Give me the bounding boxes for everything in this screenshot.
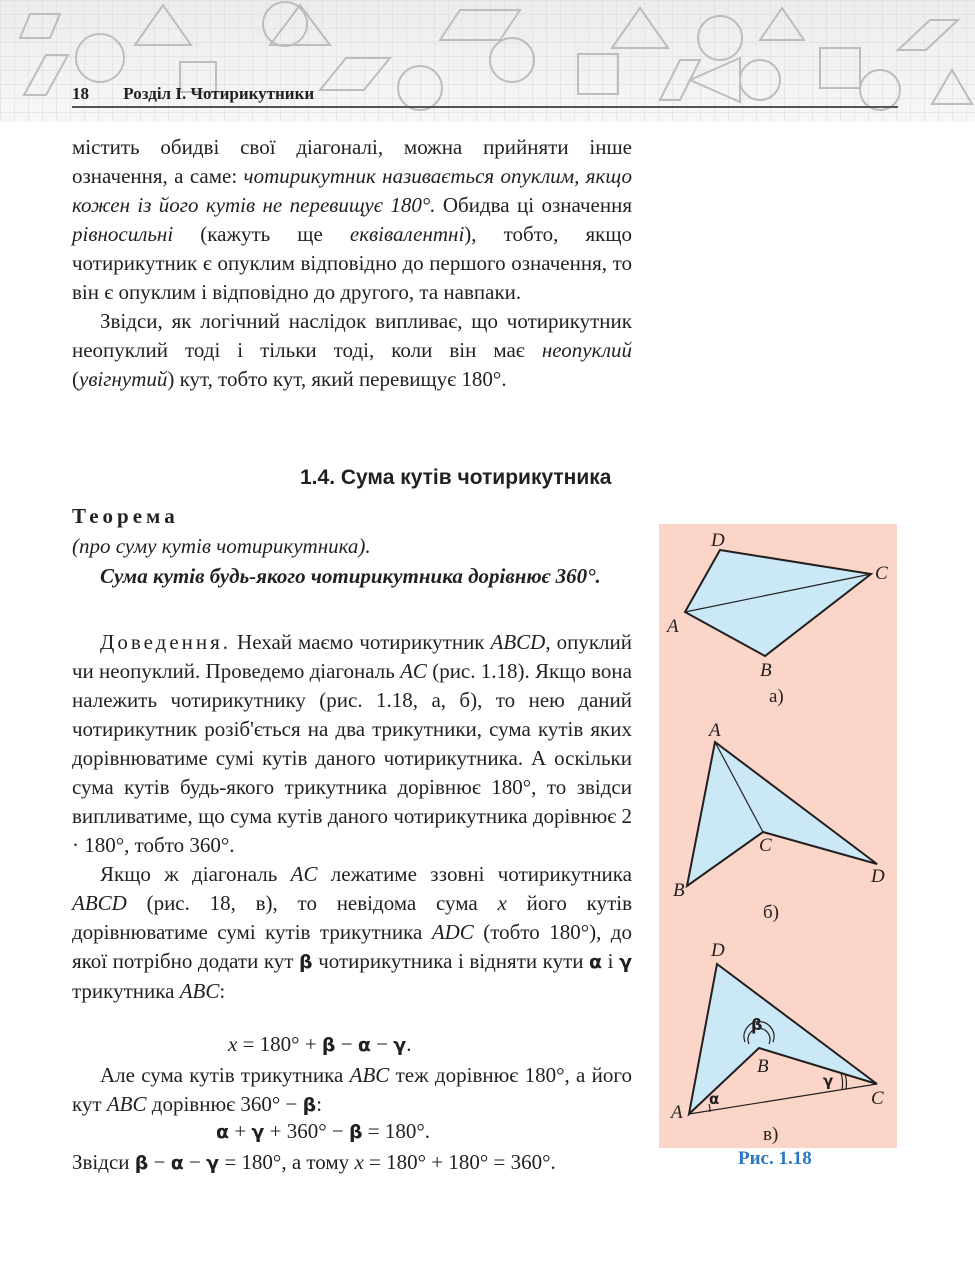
chapter-title: Розділ I. Чотирикутники	[123, 84, 315, 103]
formula-sum: α + γ + 360° − β = 180°.	[216, 1119, 431, 1143]
label-c-A: A	[671, 1102, 683, 1123]
proof-text	[72, 628, 632, 1006]
caption-a: а)	[769, 686, 784, 707]
page-header	[72, 84, 314, 104]
label-c-gamma: γ	[823, 1072, 834, 1090]
label-a-C: C	[875, 563, 888, 584]
label-c-C: C	[871, 1088, 884, 1109]
paragraph-convex-definition: містить обидві свої діагоналі, можна прийняти інше означення, а саме: чотирикутник називається опуклим, якщо кожен із його кутів не перевищує 180°. Обидва ці означення рівносильні (кажуть ще еквівалентні), тобто, якщо чотирикутник є опуклим відповідно до першого означення, то він є опуклим і відповідно до другого, та навпаки.	[72, 135, 632, 304]
label-c-B: B	[757, 1056, 769, 1077]
caption-c: в)	[763, 1124, 779, 1145]
header-rule	[72, 106, 898, 108]
theorem-statement: Сума кутів будь-якого чотирикутника дорівнює 360°.	[100, 564, 601, 588]
proof-paragraph-3: Але сума кутів трикутника ABC теж дорівнює 180°, а його кут ABC дорівнює 360° − β:	[72, 1063, 632, 1116]
page-number: 18	[72, 84, 89, 103]
label-b-B: B	[673, 880, 685, 901]
figure-1-18	[659, 524, 897, 1148]
proof-paragraph-1: Доведення. Нехай маємо чотирикутник ABCD, опуклий чи неопуклий. Проведемо діагональ AC (рис. 1.18). Якщо вона належить чотирикутнику (рис. 1.18, а, б), то нею даний чотирикутник розіб'ється на два трикутники, сума кутів яких дорівнюватиме сумі кутів даного чотирикутника. А оскільки сума кутів будь-якого трикутника дорівнює 180°, то звідси випливатиме, що сума кутів даного чотирикутника дорівнює 2 · 180°, тобто 360°.	[72, 630, 632, 857]
caption-b: б)	[763, 902, 779, 923]
theorem-title: Теорема	[72, 504, 179, 528]
label-c-alpha: α	[709, 1090, 720, 1108]
formula-x: x = 180° + β − α − γ.	[228, 1032, 412, 1056]
label-c-D: D	[711, 940, 725, 961]
paragraph-nonconvex: Звідси, як логічний наслідок випливає, що чотирикутник неопуклий тоді і тільки тоді, коли він має неопуклий (увігнутий) кут, тобто кут, який перевищує 180°.	[72, 309, 632, 391]
label-b-A: A	[709, 720, 721, 741]
label-a-B: B	[760, 660, 772, 681]
proof-paragraph-2: Якщо ж діагональ AC лежатиме ззовні чотирикутника ABCD (рис. 18, в), то невідома сума x його кутів дорівнюватиме сумі кутів трикутника ADC (тобто 180°), до якої потрібно додати кут β чотирикутника і відняти кути α і γ трикутника ABC:	[72, 862, 633, 1003]
theorem-subtitle: (про суму кутів чотирикутника).	[72, 534, 371, 558]
figure-caption: Рис. 1.18	[738, 1148, 812, 1169]
intro-text	[72, 133, 632, 394]
label-b-D: D	[871, 866, 885, 887]
label-a-D: D	[711, 530, 725, 551]
label-b-C: C	[759, 835, 772, 856]
conclusion: Звідси β − α − γ = 180°, а тому x = 180° + 180° = 360°.	[72, 1150, 556, 1174]
label-c-beta: β	[751, 1015, 763, 1034]
section-title: 1.4. Сума кутів чотирикутника	[300, 466, 612, 489]
label-a-A: A	[667, 616, 679, 637]
